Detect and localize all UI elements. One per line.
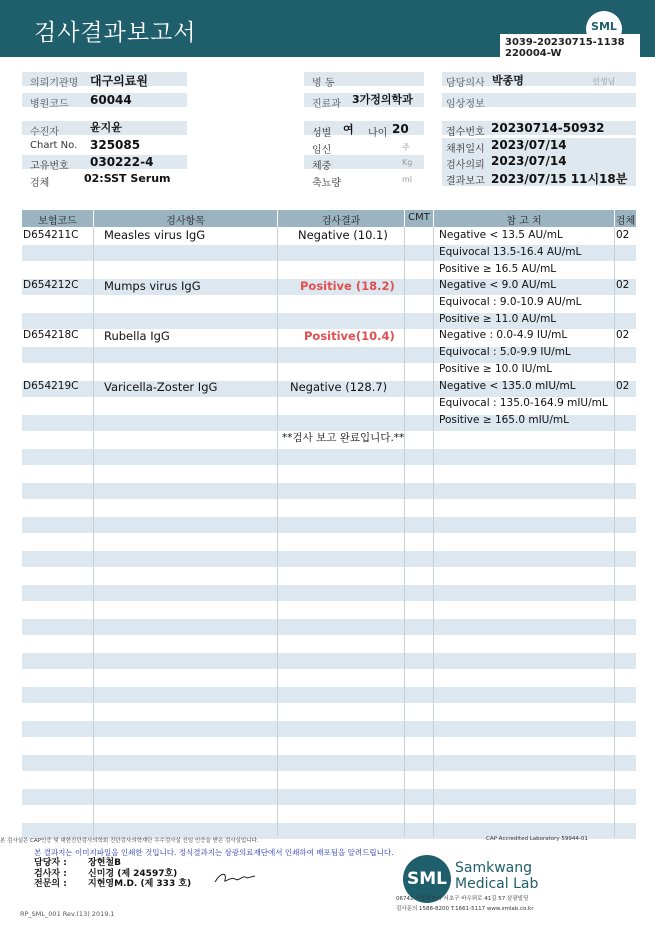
collect-value: 2023/07/14 bbox=[491, 138, 567, 152]
chart-label: Chart No. bbox=[30, 140, 78, 151]
weight-unit: Kg bbox=[402, 158, 413, 167]
row-ref: Negative < 9.0 AU/mL bbox=[439, 279, 557, 291]
row-code: D654218C bbox=[23, 329, 79, 341]
table-stripe bbox=[22, 653, 636, 669]
request-label: 검사의뢰 bbox=[446, 160, 485, 171]
col-header-code: 보험코드 bbox=[38, 216, 77, 227]
weight-label: 체중 bbox=[312, 161, 332, 172]
col-header-cmt: CMT bbox=[408, 212, 430, 223]
table-stripe bbox=[22, 483, 636, 499]
col-header-item: 검사항목 bbox=[166, 216, 205, 227]
table-stripe bbox=[22, 585, 636, 601]
row-ref: Equivocal 13.5-16.4 AU/mL bbox=[439, 246, 582, 258]
receipt-value: 20230714-50932 bbox=[491, 121, 605, 135]
dept-label: 진료과 bbox=[312, 99, 341, 110]
specimen-value: 02:SST Serum bbox=[84, 172, 171, 185]
col-header-result: 검사결과 bbox=[321, 216, 361, 227]
row-ref: Positive ≥ 16.5 AU/mL bbox=[439, 263, 557, 275]
page-title: 검사결과보고서 bbox=[34, 20, 197, 46]
table-stripe bbox=[22, 619, 636, 635]
urine-label: 축뇨량 bbox=[312, 178, 341, 189]
hospcode-label: 병원코드 bbox=[30, 99, 69, 110]
row-specimen: 02 bbox=[616, 380, 630, 392]
table-stripe bbox=[22, 789, 636, 805]
row-code: D654219C bbox=[23, 380, 79, 392]
specimen-label: 검체 bbox=[30, 178, 50, 189]
report-label: 결과보고 bbox=[446, 176, 485, 187]
row-item: Mumps virus IgG bbox=[104, 279, 201, 293]
signature-icon bbox=[213, 870, 257, 886]
col-header-specimen: 검체 bbox=[615, 216, 636, 227]
row-result: Negative (128.7) bbox=[290, 380, 388, 394]
preg-label: 임신 bbox=[312, 145, 332, 156]
receipt-label: 접수번호 bbox=[446, 127, 485, 138]
person2-value: 신미경 (제 24597호) bbox=[88, 869, 178, 879]
row-result: Positive (18.2) bbox=[300, 279, 395, 293]
id-label: 고유번호 bbox=[30, 161, 69, 172]
person1-value: 장현철B bbox=[88, 858, 121, 868]
row-specimen: 02 bbox=[616, 279, 630, 291]
row-item: Measles virus IgG bbox=[104, 228, 206, 242]
row-result: Positive(10.4) bbox=[304, 329, 395, 343]
age-label: 나이 bbox=[368, 128, 388, 139]
row-ref: Negative < 13.5 AU/mL bbox=[439, 229, 563, 241]
table-stripe bbox=[22, 551, 636, 567]
row-specimen: 02 bbox=[616, 329, 630, 341]
doctor-suffix: 선생님 bbox=[592, 77, 616, 86]
collect-label: 채취일시 bbox=[446, 144, 485, 155]
company-name: Samkwang Medical Lab bbox=[455, 860, 539, 892]
age-value: 20 bbox=[392, 122, 409, 136]
row-ref: Negative < 135.0 mIU/mL bbox=[439, 380, 576, 392]
row-ref: Positive ≥ 11.0 AU/mL bbox=[439, 313, 557, 325]
sex-label: 성별 bbox=[312, 128, 332, 139]
patient-label: 수진자 bbox=[30, 127, 59, 138]
preg-unit: 주 bbox=[402, 143, 410, 152]
row-result: Negative (10.1) bbox=[298, 228, 388, 242]
row-ref: Equivocal : 9.0-10.9 AU/mL bbox=[439, 296, 582, 308]
row-code: D654211C bbox=[23, 229, 79, 241]
hospital-value: 대구의료원 bbox=[90, 74, 148, 88]
notice-text: 본 결과지는 이미지파일을 인쇄한 것입니다. 정식결과지는 삼광의료재단에서 인쇄하여 배포됨을 알려드립니다. bbox=[34, 848, 394, 857]
row-specimen: 02 bbox=[616, 229, 630, 241]
cap-text: CAP Accredited Laboratory 59944-01 bbox=[486, 836, 588, 842]
sml-footer-logo-text: SML bbox=[407, 869, 447, 889]
patient-value: 윤지윤 bbox=[90, 121, 122, 134]
row-ref: Positive ≥ 10.0 IU/mL bbox=[439, 363, 553, 375]
urine-unit: ml bbox=[402, 175, 413, 184]
doctor-value: 박종명 bbox=[492, 74, 524, 87]
clinical-label: 임상정보 bbox=[446, 99, 485, 110]
chart-value: 325085 bbox=[90, 138, 141, 152]
ward-label: 병 동 bbox=[312, 78, 335, 89]
person2-label: 검사자 : bbox=[34, 869, 67, 879]
dept-value: 3가정의학과 bbox=[352, 93, 413, 106]
sml-logo-text: SML bbox=[591, 20, 617, 33]
doctor-label: 담당의사 bbox=[446, 78, 485, 89]
col-header-reference: 참 고 치 bbox=[506, 216, 542, 227]
table-stripe bbox=[22, 721, 636, 737]
person3-value: 지현영M.D. (제 333 호) bbox=[88, 879, 192, 889]
hospcode-value: 60044 bbox=[90, 93, 132, 107]
table-stripe bbox=[22, 755, 636, 771]
cert-text: 본 검사실은 CAP인증 및 대한진단검사의학회 진단검사의학재단 우수검사실 신임 인증을 받은 검사실입니다. bbox=[0, 838, 259, 844]
sex-value: 여 bbox=[343, 123, 354, 136]
row-ref: Positive ≥ 165.0 mIU/mL bbox=[439, 414, 569, 426]
request-value: 2023/07/14 bbox=[491, 154, 567, 168]
table-stripe bbox=[22, 517, 636, 533]
table-stripe bbox=[22, 687, 636, 703]
person3-label: 전문의 : bbox=[34, 879, 67, 889]
report-ref-number: 3039-20230715-1138 220004-W bbox=[505, 37, 625, 59]
row-item: Rubella IgG bbox=[104, 329, 170, 343]
company-address: 06742 서울특별시 서초구 바우뫼로 41길 57 삼광빌딩 bbox=[396, 896, 529, 902]
form-revision: RP_SML_001 Rev.(13) 2019.1 bbox=[20, 910, 115, 918]
row-ref: Equivocal : 5.0-9.9 IU/mL bbox=[439, 346, 571, 358]
company-tel: 검사문의 1588-8200 T.1661-5117 www.smlab.co.kr bbox=[396, 906, 534, 912]
report-value: 2023/07/15 11시18분 bbox=[491, 172, 628, 186]
row-ref: Negative : 0.0-4.9 IU/mL bbox=[439, 329, 568, 341]
report-complete-message: **검사 보고 완료입니다.** bbox=[282, 432, 405, 444]
row-ref: Equivocal : 135.0-164.9 mIU/mL bbox=[439, 397, 608, 409]
id-value: 030222-4 bbox=[90, 155, 154, 169]
row-code: D654212C bbox=[23, 279, 79, 291]
row-item: Varicella-Zoster IgG bbox=[104, 380, 218, 394]
table-stripe bbox=[22, 449, 636, 465]
hospital-label: 의뢰기관명 bbox=[30, 78, 79, 89]
person1-label: 담당자 : bbox=[34, 858, 67, 868]
